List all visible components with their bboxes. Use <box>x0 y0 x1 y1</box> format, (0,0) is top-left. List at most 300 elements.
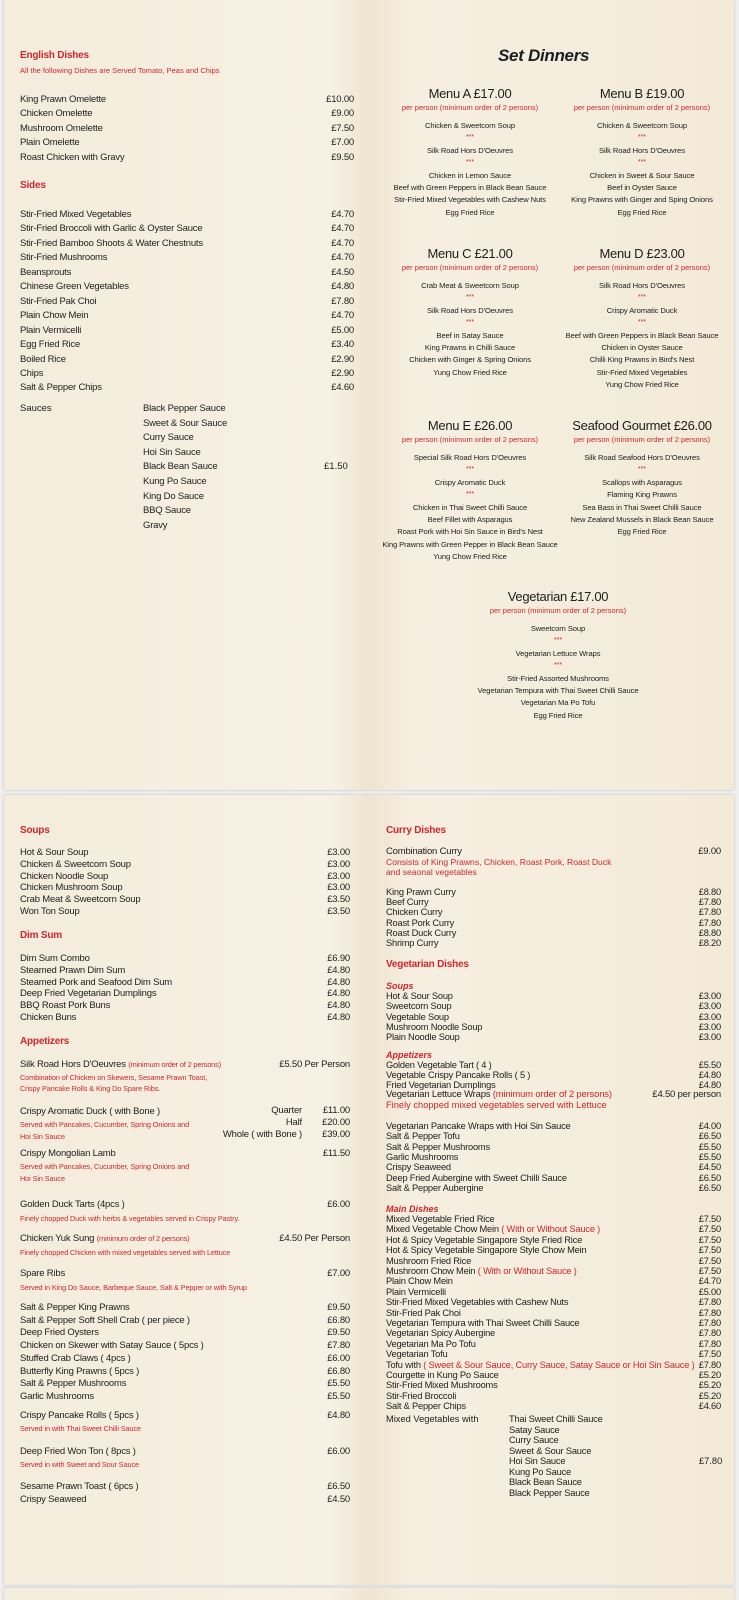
item-name: Mushroom Omelette <box>20 122 103 134</box>
silk-road-price: £5.50 Per Person <box>279 1059 350 1070</box>
set-menu-items <box>550 120 734 219</box>
item-price: £3.00 <box>327 870 350 882</box>
item-price: £5.20 <box>698 1370 721 1380</box>
sauce-item: Black Bean Sauce <box>143 461 218 473</box>
won-ton-note: Served in with Sweet and Sour Sauce <box>20 1460 139 1469</box>
set-menu-dish: Beef in Satay Sauce <box>436 330 504 340</box>
set-menu-separator: *** <box>465 491 475 499</box>
soup-row <box>20 906 350 918</box>
spare-ribs-row <box>20 1267 350 1281</box>
item-name-text: Mixed Vegetable Chow Mein <box>386 1224 502 1235</box>
set-menu-dish: Yung Chow Fried Rice <box>433 552 507 562</box>
dim-sum-row <box>20 977 350 989</box>
set-menu-dish: Beef Fillet with Asparagus <box>427 515 513 525</box>
set-menu-dish: Crispy Aromatic Duck <box>606 305 678 315</box>
item-price: £6.80 <box>327 1314 350 1326</box>
item-price: £5.50 <box>327 1390 350 1402</box>
sauce-item: Black Pepper Sauce <box>143 403 226 414</box>
set-menu-dish: Egg Fried Rice <box>533 710 583 720</box>
veg-appetizer-row <box>386 1142 721 1153</box>
set-menu-dish: Crab Meat & Sweetcorn Soup <box>421 281 519 290</box>
pancake-rolls-note: Served in with Thai Sweet Chilli Sauce <box>20 1424 141 1433</box>
item-name: Chicken Buns <box>20 1012 77 1023</box>
item-price: £4.60 <box>331 382 354 394</box>
set-menu-dish: Special Silk Road Hors D'Oeuvres <box>413 453 527 462</box>
appetizer-row <box>20 1339 350 1352</box>
item-name-text: Tofu with <box>386 1359 424 1370</box>
item-name: Chicken Curry <box>386 907 443 918</box>
set-menu-dish: Egg Fried Rice <box>617 207 667 217</box>
item-price: £7.80 <box>698 907 721 918</box>
appetizers-heading: Appetizers <box>20 1036 70 1047</box>
item-price: £7.80 <box>698 1318 721 1328</box>
english-dish-row <box>20 93 354 107</box>
item-name: Vegetarian Ma Po Tofu <box>386 1338 476 1349</box>
item-name: Chicken on Skewer with Satay Sauce ( 5pcs ) <box>20 1340 204 1352</box>
mixed-veg-sauce: Black Bean Sauce <box>509 1477 582 1487</box>
set-menu-dish: Egg Fried Rice <box>617 527 667 537</box>
set-menu-separator: *** <box>553 662 563 670</box>
duck-size: Quarter <box>271 1105 302 1116</box>
duck-size-price: £11.00 <box>322 1105 350 1116</box>
item-price: £7.50 <box>331 122 354 134</box>
appetizer-row <box>20 1390 350 1403</box>
yuk-sung-row <box>20 1232 350 1246</box>
veg-main-row <box>386 1256 721 1267</box>
mixed-veg-sauce: Kung Po Sauce <box>509 1466 572 1477</box>
item-name: Chicken Noodle Soup <box>20 870 109 882</box>
combination-curry-name: Combination Curry <box>386 846 462 857</box>
item-price: £4.50 <box>698 1162 721 1173</box>
item-price: £7.80 <box>698 1307 721 1318</box>
crispy-duck-name: Crispy Aromatic Duck ( with Bone ) <box>20 1106 160 1117</box>
curry-row <box>386 897 721 908</box>
item-name: Vegetable Soup <box>386 1011 449 1022</box>
set-menu-items <box>378 280 562 379</box>
sauces-list <box>143 402 227 533</box>
combination-curry-note-2: and seaonal vegetables <box>386 867 477 877</box>
item-name: Hot & Spicy Vegetable Singapore Style Fried Rice <box>386 1234 583 1245</box>
item-name: Garlic Mushrooms <box>386 1151 459 1162</box>
item-name: Salt & Pepper Chips <box>20 382 102 394</box>
set-menu-title: Menu A £17.00 <box>428 86 512 101</box>
item-price: £7.80 <box>698 1297 721 1308</box>
item-name: Vegetable Crispy Pancake Rolls ( 5 ) <box>386 1070 531 1081</box>
silk-road-name: Silk Road Hors D'Oeuvres <box>20 1059 126 1070</box>
curry-row <box>386 938 721 949</box>
menu-page-2 <box>4 795 734 1585</box>
set-menu-separator: *** <box>465 159 475 167</box>
item-price: £7.80 <box>698 1359 721 1370</box>
set-menu-dish: Silk Road Hors D'Oeuvres <box>427 145 513 155</box>
side-dish-row <box>20 208 354 222</box>
item-name: Stuffed Crab Claws ( 4pcs ) <box>20 1352 131 1364</box>
item-price: £3.50 <box>327 894 350 906</box>
item-name: Chicken & Sweetcorn Soup <box>20 858 131 870</box>
item-name: Mushroom Noodle Soup <box>386 1021 483 1032</box>
item-name: Sesame Prawn Toast ( 6pcs ) <box>20 1481 139 1492</box>
item-name: Beef Curry <box>386 897 429 908</box>
set-menu-dish: Vegetarian Lettuce Wraps <box>515 648 601 658</box>
item-price: £4.50 <box>331 266 354 278</box>
item-extra: ( Sweet & Sour Sauce, Curry Sauce, Satay Sauce or Hoi Sin Sauce ) <box>423 1359 695 1370</box>
veg-appetizer-row <box>386 1173 721 1184</box>
veg-appetizer-row <box>386 1162 721 1173</box>
veg-appetizer-row <box>386 1183 721 1194</box>
veg-main-row <box>386 1245 721 1256</box>
spare-ribs-note: Served in King Do Sauce, Barbeque Sauce, Salt & Pepper or with Syrup <box>20 1283 247 1292</box>
item-name: Won Ton Soup <box>20 906 80 917</box>
item-name: Golden Vegetable Tart ( 4 ) <box>386 1060 492 1070</box>
won-ton-name: Deep Fried Won Ton ( 8pcs ) <box>20 1446 136 1457</box>
mongolian-lamb-price: £11.50 <box>322 1148 350 1159</box>
english-dish-row <box>20 151 354 165</box>
item-price: £3.00 <box>698 1021 721 1032</box>
silk-road-note-1: Combination of Chicken on Skewers, Sesame Prawn Toast, <box>20 1073 208 1082</box>
side-dish-row <box>20 367 354 381</box>
crispy-duck-note-2: Hoi Sin Sauce <box>20 1132 65 1141</box>
item-price: £5.20 <box>698 1380 721 1391</box>
veg-main-row <box>386 1349 721 1360</box>
item-name: Mushroom Fried Rice <box>386 1255 472 1266</box>
item-name: Garlic Mushrooms <box>20 1390 94 1402</box>
item-price: £7.80 <box>698 1338 721 1349</box>
item-price: £3.00 <box>327 858 350 870</box>
veg-lettuce-wraps-note: Finely chopped mixed vegetables served with Lettuce <box>386 1100 607 1110</box>
appetizer-row <box>20 1493 350 1506</box>
set-menu-card <box>550 418 734 539</box>
item-price: £2.90 <box>331 353 354 365</box>
side-dish-row <box>20 266 354 280</box>
veg-main-row <box>386 1287 721 1298</box>
set-menu-card <box>550 246 734 392</box>
curry-row <box>386 918 721 929</box>
veg-soup-row <box>386 991 721 1002</box>
item-name: Plain Chow Mein <box>20 310 89 322</box>
set-menu-card <box>378 246 562 379</box>
appetizer-row <box>20 1377 350 1390</box>
item-name: Crab Meat & Sweetcorn Soup <box>20 894 141 906</box>
set-menu-dish: Yung Chow Fried Rice <box>605 380 679 390</box>
item-name: Deep Fried Oysters <box>20 1327 99 1339</box>
set-menu-dish: Stir-Fried Assorted Mushrooms <box>507 673 609 683</box>
item-name: Plain Noodle Soup <box>386 1032 460 1043</box>
spare-ribs-price: £7.00 <box>327 1268 350 1279</box>
set-menu-items <box>378 452 562 564</box>
item-name: Roast Pork Curry <box>386 917 455 928</box>
item-name: Stir-Fried Mixed Vegetables <box>20 209 132 220</box>
set-menu-dish: Silk Road Hors D'Oeuvres <box>599 145 685 155</box>
curry-row <box>386 928 721 939</box>
item-price: £8.80 <box>698 887 721 897</box>
soups-heading: Soups <box>20 825 50 836</box>
veg-main-row <box>386 1370 721 1381</box>
english-dish-row <box>20 122 354 136</box>
crispy-duck-note-1: Served with Pancakes, Cucumber, Spring Onions and <box>20 1120 190 1129</box>
item-name: Salt & Pepper Aubergine <box>386 1182 484 1193</box>
item-price: £5.00 <box>331 324 354 336</box>
item-price: £7.80 <box>698 897 721 908</box>
mixed-veg-sauces <box>509 1414 603 1498</box>
item-price: £3.00 <box>327 847 350 858</box>
item-price: £4.80 <box>327 964 350 976</box>
english-dish-row <box>20 107 354 121</box>
veg-main-row <box>386 1235 721 1246</box>
set-menu-items <box>550 280 734 392</box>
set-menu-dish: Sea Bass in Thai Sweet Chilli Sauce <box>582 502 702 512</box>
set-dinners-heading: Set Dinners <box>498 46 590 65</box>
item-price: £7.80 <box>327 1340 350 1352</box>
sides-heading: Sides <box>20 180 46 191</box>
mixed-veg-label: Mixed Vegetables with <box>386 1414 479 1424</box>
item-extra: ( With or Without Sauce ) <box>477 1266 577 1276</box>
item-name: Stir-Fried Mushrooms <box>20 252 108 264</box>
set-menu-subtitle: per person (minimum order of 2 persons) <box>573 435 711 444</box>
won-ton-price: £6.00 <box>327 1446 350 1457</box>
veg-main-row <box>386 1380 721 1391</box>
duck-tarts-note: Finely chopped Duck with herbs & vegetables served in Crispy Pastry. <box>20 1214 240 1223</box>
item-price: £6.90 <box>327 953 350 964</box>
veg-main-row <box>386 1360 721 1371</box>
dim-sum-row <box>20 988 350 1000</box>
veg-appetizer-row <box>386 1060 721 1071</box>
item-price: £4.80 <box>698 1080 721 1091</box>
set-menu-dish: Yung Chow Fried Rice <box>433 367 507 377</box>
veg-main-row <box>386 1328 721 1339</box>
dim-sum-row <box>20 1012 350 1024</box>
item-price: £4.70 <box>331 310 354 322</box>
item-name-text: Mushroom Chow Mein <box>386 1266 478 1276</box>
item-name: Shrimp Curry <box>386 938 439 948</box>
set-menu-dish: Chicken & Sweetcorn Soup <box>424 121 516 130</box>
set-menu-dish: Egg Fried Rice <box>445 207 495 217</box>
sauce-item: King Do Sauce <box>143 490 204 502</box>
item-name: Dim Sum Combo <box>20 953 90 964</box>
combination-curry-note-1: Consists of King Prawns, Chicken, Roast Pork, Roast Duck <box>386 857 612 867</box>
item-name: Vegetarian Tempura with Thai Sweet Chilli Sauce <box>386 1318 580 1328</box>
item-name: Crispy Seaweed <box>20 1493 87 1505</box>
item-price: £6.50 <box>698 1172 721 1183</box>
item-price: £5.50 <box>327 1378 350 1390</box>
item-name: Boiled Rice <box>20 353 66 365</box>
menu-page-1 <box>4 0 734 790</box>
set-menu-card <box>378 418 562 564</box>
veg-lettuce-wraps-row <box>386 1090 721 1101</box>
item-price: £3.00 <box>327 882 350 894</box>
side-dish-row <box>20 381 354 395</box>
item-name: Stir-Fried Pak Choi <box>386 1307 461 1318</box>
set-menu-separator: *** <box>465 319 475 327</box>
item-name: Salt & Pepper King Prawns <box>20 1302 130 1313</box>
set-menu-subtitle: per person (minimum order of 2 persons) <box>401 103 539 112</box>
veg-soup-row <box>386 1022 721 1033</box>
set-menu-separator: *** <box>465 466 475 474</box>
item-price: £7.00 <box>331 137 354 149</box>
item-price: £4.70 <box>331 223 354 235</box>
set-menu-dish: Vegetarian Ma Po Tofu <box>520 698 596 708</box>
item-name: Plain Vermicelli <box>20 324 82 336</box>
item-name: Chicken Mushroom Soup <box>20 882 123 894</box>
item-price: £8.80 <box>698 927 721 938</box>
set-menu-card <box>378 86 562 219</box>
item-name <box>386 1266 577 1277</box>
veg-appetizer-row <box>386 1131 721 1142</box>
set-menu-items <box>466 623 650 722</box>
veg-main-row <box>386 1297 721 1308</box>
set-menu-separator: *** <box>637 466 647 474</box>
combination-curry-price: £9.00 <box>698 846 721 857</box>
item-price: £7.50 <box>698 1234 721 1245</box>
veg-appetizer-row <box>386 1070 721 1081</box>
set-menu-title: Menu E £26.00 <box>427 418 513 433</box>
item-name: BBQ Roast Pork Buns <box>20 1000 111 1012</box>
set-menu-dish: Chicken in Oyster Sauce <box>601 343 683 353</box>
item-name: Stir-Fried Bamboo Shoots & Water Chestnuts <box>20 237 203 249</box>
veg-main-row <box>386 1391 721 1402</box>
item-name: Salt & Pepper Soft Shell Crab ( per piece ) <box>20 1314 190 1326</box>
item-price: £4.70 <box>331 209 354 220</box>
appetizer-row <box>20 1326 350 1339</box>
item-name: Chinese Green Vegetables <box>20 281 129 293</box>
item-price: £3.00 <box>698 1001 721 1012</box>
dim-sum-heading: Dim Sum <box>20 930 62 941</box>
item-price: £3.00 <box>698 1011 721 1022</box>
item-name: Vegetarian Tofu <box>386 1349 448 1360</box>
item-name: Salt & Pepper Mushrooms <box>20 1378 127 1390</box>
veg-main-row <box>386 1401 721 1412</box>
english-dishes-heading: English Dishes <box>20 50 89 61</box>
item-price: £7.50 <box>698 1255 721 1266</box>
veg-lettuce-wraps-min: (minimum order of 2 persons) <box>492 1089 612 1100</box>
mixed-veg-sauce: Satay Sauce <box>509 1424 560 1435</box>
side-dish-row <box>20 309 354 323</box>
item-price: £4.00 <box>698 1121 721 1131</box>
duck-size-row <box>184 1129 350 1141</box>
yuk-sung-note: Finely chopped Chicken with mixed vegetables served with Lettuce <box>20 1248 231 1257</box>
dim-sum-row <box>20 953 350 965</box>
mongolian-lamb-row <box>20 1147 350 1161</box>
item-price: £6.50 <box>327 1481 350 1492</box>
set-menu-dish: King Prawns in Chilli Sauce <box>424 343 516 353</box>
item-price: £4.80 <box>327 988 350 1000</box>
dim-sum-row <box>20 1000 350 1012</box>
item-name: Courgette in Kung Po Sauce <box>386 1370 499 1380</box>
veg-main-row <box>386 1276 721 1287</box>
sauces-price: £1.50 <box>324 461 348 472</box>
set-menu-dish: Chicken with Ginger & Spring Onions <box>409 355 531 365</box>
curry-row <box>386 887 721 898</box>
item-price: £6.50 <box>698 1131 721 1142</box>
menu-page-3-edge <box>4 1588 734 1600</box>
duck-tarts-row <box>20 1198 350 1212</box>
item-price: £7.50 <box>698 1349 721 1360</box>
side-dish-row <box>20 353 354 367</box>
item-price: £4.70 <box>698 1276 721 1287</box>
set-menu-subtitle: per person (minimum order of 2 persons) <box>573 263 711 272</box>
sauce-item: Hoi Sin Sauce <box>143 446 201 458</box>
spare-ribs-name: Spare Ribs <box>20 1268 65 1279</box>
item-price: £5.50 <box>698 1141 721 1152</box>
mongolian-lamb-note-2: Hoi Sin Sauce <box>20 1174 65 1183</box>
veg-main-row <box>386 1308 721 1319</box>
set-menu-separator: *** <box>465 294 475 302</box>
duck-size-row <box>184 1117 350 1129</box>
item-name: Crispy Seaweed <box>386 1162 451 1173</box>
item-name: Plain Omelette <box>20 137 80 149</box>
veg-soup-row <box>386 1012 721 1023</box>
sauce-item: Sweet & Sour Sauce <box>143 417 228 429</box>
item-name: Steamed Pork and Seafood Dim Sum <box>20 976 173 988</box>
item-price: £8.20 <box>698 938 721 948</box>
item-name: Deep Fried Vegetarian Dumplings <box>20 988 157 1000</box>
set-menu-dish: King Prawns with Green Pepper in Black Bean Sauce <box>382 539 558 549</box>
item-name: Beansprouts <box>20 266 72 278</box>
set-menu-dish: Flaming King Prawns <box>607 490 677 500</box>
duck-size: Whole ( with Bone ) <box>222 1129 302 1140</box>
set-menu-dish: Beef in Oyster Sauce <box>607 183 677 193</box>
item-price: £7.80 <box>698 917 721 928</box>
soup-row <box>20 894 350 906</box>
item-price: £7.50 <box>698 1224 721 1235</box>
mixed-veg-price: £7.80 <box>699 1456 723 1466</box>
veg-main-row <box>386 1266 721 1277</box>
side-dish-row <box>20 295 354 309</box>
set-menu-dish: Roast Pork with Hoi Sin Sauce in Bird's Nest <box>397 527 543 537</box>
veg-lettuce-wraps-price: £4.50 per person <box>652 1089 721 1100</box>
item-price: £3.40 <box>331 339 354 351</box>
item-name: Butterfly King Prawns ( 5pcs ) <box>20 1365 140 1377</box>
appetizer-row <box>20 1352 350 1365</box>
duck-size: Half <box>285 1117 302 1128</box>
item-name <box>386 1224 600 1235</box>
item-name: Sweetcorn Soup <box>386 1001 452 1012</box>
veg-soup-row <box>386 1001 721 1012</box>
item-price: £9.50 <box>327 1302 350 1313</box>
item-name: Steamed Prawn Dim Sum <box>20 964 126 976</box>
set-menu-subtitle: per person (minimum order of 2 persons) <box>489 606 627 615</box>
side-dish-row <box>20 324 354 338</box>
item-name: Plain Vermicelli <box>386 1286 446 1297</box>
appetizer-row <box>20 1365 350 1378</box>
veg-lettuce-wraps-name: Vegetarian Lettuce Wraps <box>386 1089 491 1100</box>
set-menu-dish: King Prawns with Ginger and Sping Onions <box>571 195 713 205</box>
set-menu-dish: Stir-Fried Mixed Vegetables with Cashew Nuts <box>394 195 546 205</box>
item-price: £4.70 <box>331 252 354 264</box>
mongolian-lamb-note-1: Served with Pancakes, Cucumber, Spring Onions and <box>20 1162 190 1171</box>
item-name: Stir-Fried Broccoli <box>386 1390 457 1401</box>
item-price: £3.50 <box>327 906 350 917</box>
item-name: Egg Fried Rice <box>20 339 81 351</box>
veg-appetizer-row <box>386 1152 721 1163</box>
item-price: £3.00 <box>698 1032 721 1043</box>
item-price: £7.80 <box>698 1328 721 1339</box>
pancake-rolls-price: £4.80 <box>327 1410 350 1421</box>
mixed-veg-sauce: Hoi Sin Sauce <box>509 1456 566 1466</box>
item-name: King Prawn Curry <box>386 887 456 897</box>
item-price: £7.50 <box>698 1214 721 1224</box>
set-menu-dish: Chicken in Lemon Sauce <box>428 170 512 180</box>
mixed-veg-sauce: Black Pepper Sauce <box>509 1487 590 1498</box>
set-menu-dish: Beef with Green Peppers in Black Bean Sauce <box>565 330 719 340</box>
set-menu-dish: Sweetcorn Soup <box>530 624 586 633</box>
dim-sum-row <box>20 965 350 977</box>
item-name: Vegetarian Spicy Aubergine <box>386 1328 496 1339</box>
sauce-item: Kung Po Sauce <box>143 475 207 487</box>
veg-soups-heading: Soups <box>386 981 414 991</box>
side-dish-row <box>20 338 354 352</box>
item-price: £4.80 <box>331 281 354 293</box>
item-price: £6.80 <box>327 1365 350 1377</box>
